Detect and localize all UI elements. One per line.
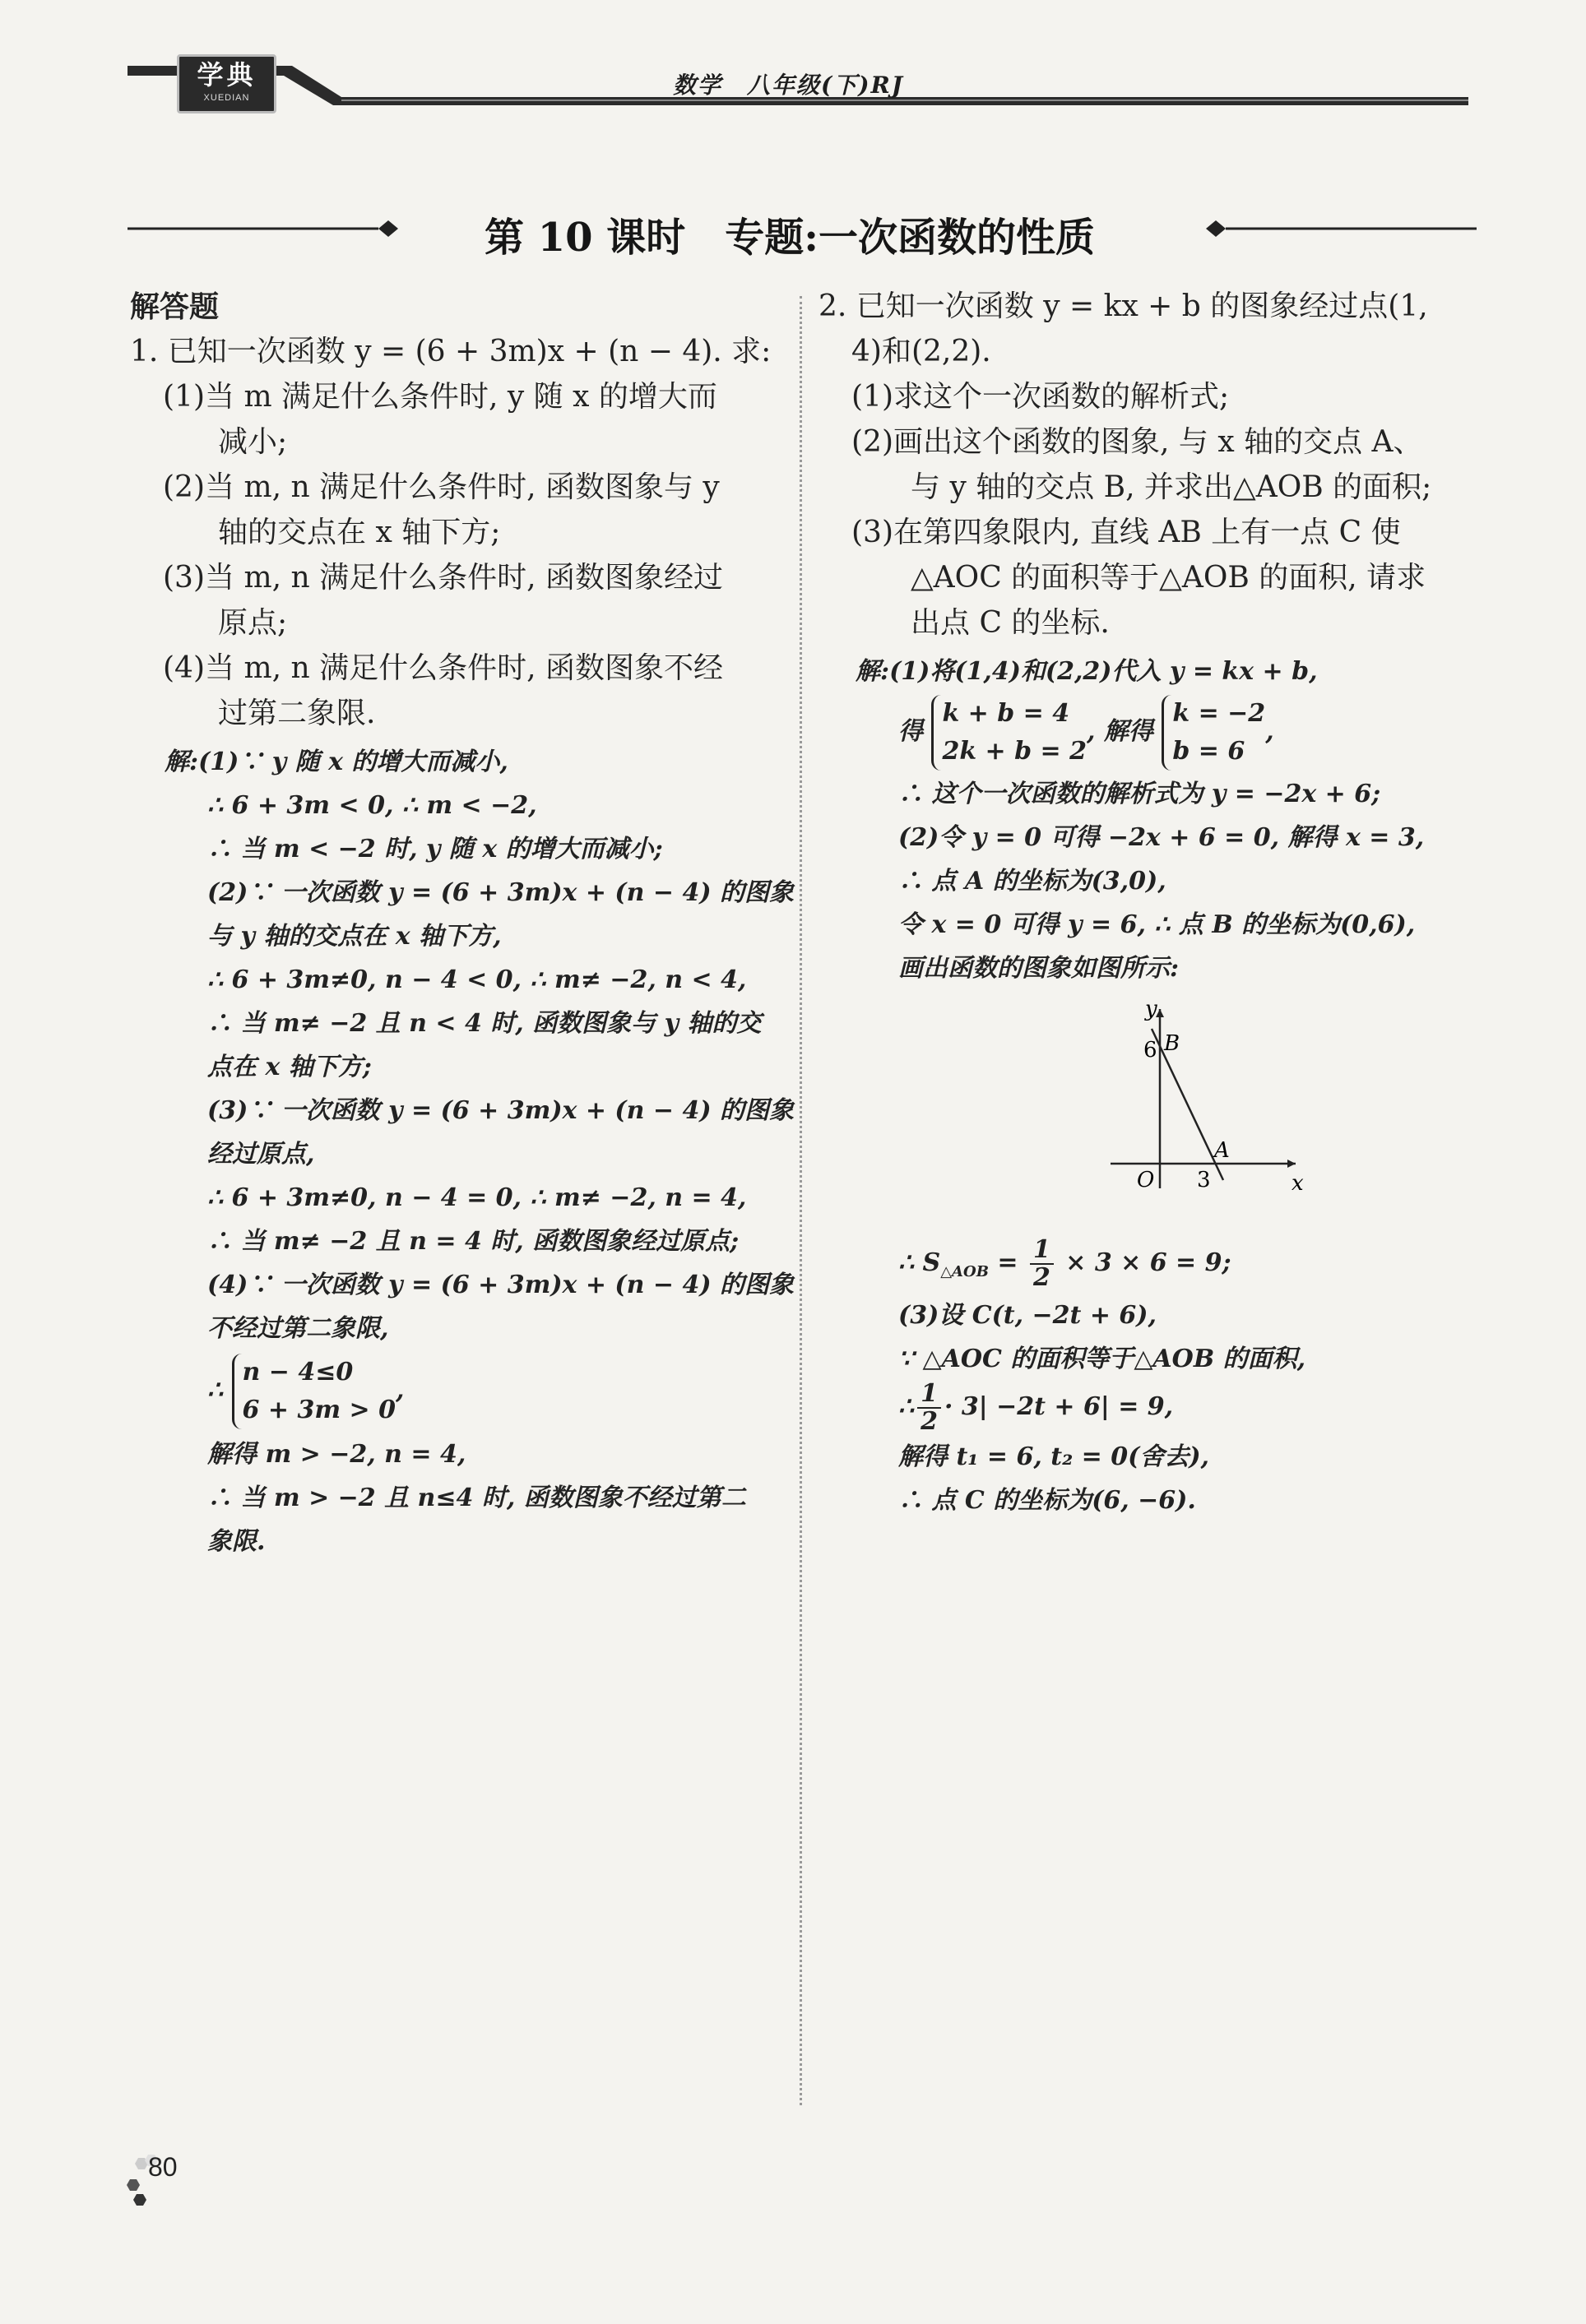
q1-sol-line: 解得 m > −2, n = 4, bbox=[207, 1440, 466, 1469]
eq-prefix: ∴ bbox=[898, 1392, 915, 1421]
point-b-label: B bbox=[1164, 1031, 1180, 1056]
q2-stem-cont: 4)和(2,2). bbox=[851, 335, 991, 368]
q1-sol-line: ∴ 6 + 3m≠0, n − 4 < 0, ∴ m≠ −2, n < 4, bbox=[207, 965, 747, 994]
x-axis-arrow bbox=[1287, 1160, 1296, 1168]
brace-group bbox=[1162, 695, 1265, 771]
q2-sol-line: 解:(1)将(1,4)和(2,2)代入 y = kx + b, bbox=[856, 657, 1318, 686]
q1-part2-cont: 轴的交点在 x 轴下方; bbox=[218, 516, 501, 549]
sys-suffix: , bbox=[1265, 717, 1274, 746]
x-axis-label: x bbox=[1292, 1171, 1304, 1196]
frac-num: 1 bbox=[1030, 1237, 1054, 1265]
solution-k: k = −2 bbox=[1172, 699, 1266, 728]
function-graph bbox=[1094, 999, 1308, 1197]
brace-group bbox=[931, 695, 1087, 771]
q1-inequality-system bbox=[165, 1354, 790, 1429]
equation-2: 2k + b = 2 bbox=[942, 737, 1087, 766]
q1-part4-cont: 过第二象限. bbox=[218, 697, 376, 730]
q2-area-line bbox=[856, 1237, 1481, 1294]
q1-sol-line: (3)∵ 一次函数 y = (6 + 3m)x + (n − 4) 的图象 bbox=[207, 1096, 794, 1125]
tick-six: 6 bbox=[1143, 1038, 1157, 1062]
left-column bbox=[130, 284, 788, 736]
q1-sol-line: ∴ 当 m≠ −2 且 n < 4 时, 函数图象与 y 轴的交 bbox=[207, 1009, 762, 1038]
q1-part1: (1)当 m 满足什么条件时, y 随 x 的增大而 bbox=[163, 380, 717, 414]
q2-sol-line: ∴ 点 C 的坐标为(6, −6). bbox=[898, 1486, 1196, 1515]
eq-rest: · 3| −2t + 6| = 9, bbox=[944, 1392, 1174, 1421]
brace-suffix: , bbox=[395, 1376, 405, 1405]
q1-part3: (3)当 m, n 满足什么条件时, 函数图象经过 bbox=[163, 561, 723, 595]
q2-part2: (2)画出这个函数的图象, 与 x 轴的交点 A、 bbox=[851, 425, 1423, 459]
area-prefix: ∴ S bbox=[898, 1248, 941, 1277]
q2-part3-cont2: 出点 C 的坐标. bbox=[911, 606, 1110, 640]
q2-equation-system bbox=[856, 695, 1481, 771]
q2-part3: (3)在第四象限内, 直线 AB 上有一点 C 使 bbox=[851, 516, 1401, 549]
q2-sol-line: ∴ 这个一次函数的解析式为 y = −2x + 6; bbox=[898, 780, 1381, 808]
q1-part4: (4)当 m, n 满足什么条件时, 函数图象不经 bbox=[163, 651, 723, 685]
origin-label: O bbox=[1137, 1168, 1155, 1192]
publisher-logo bbox=[177, 54, 276, 113]
q2-sol-line: 令 x = 0 可得 y = 6, ∴ 点 B 的坐标为(0,6), bbox=[898, 910, 1416, 939]
q1-solution bbox=[165, 740, 794, 1563]
lesson-title: 第 10 课时 专题:一次函数的性质 bbox=[485, 215, 1095, 261]
q1-sol-line: 象限. bbox=[207, 1527, 266, 1556]
subject-grade: 数学 八年级(下)RJ bbox=[673, 72, 905, 99]
q2-part3-cont: △AOC 的面积等于△AOB 的面积, 请求 bbox=[911, 561, 1426, 595]
y-axis-label: y bbox=[1145, 999, 1157, 1021]
point-a-label: A bbox=[1214, 1138, 1230, 1163]
q2-sol-line: 画出函数的图象如图所示: bbox=[898, 954, 1180, 983]
page-number: 80 bbox=[148, 2152, 178, 2182]
q1-sol-line: (4)∵ 一次函数 y = (6 + 3m)x + (n − 4) 的图象 bbox=[207, 1271, 794, 1299]
q1-part3-cont: 原点; bbox=[218, 606, 288, 640]
q1-sol-line: 点在 x 轴下方; bbox=[207, 1053, 372, 1081]
solution-b: b = 6 bbox=[1172, 737, 1245, 766]
sys-mid: , 解得 bbox=[1087, 717, 1153, 746]
inequality-2: 6 + 3m > 0 bbox=[242, 1396, 396, 1424]
logo-sub-text: XUEDIAN bbox=[203, 93, 250, 103]
area-rest: × 3 × 6 = 9; bbox=[1056, 1248, 1231, 1277]
fraction-half bbox=[917, 1381, 941, 1435]
q2-sol-line: ∴ 点 A 的坐标为(3,0), bbox=[898, 867, 1166, 896]
inequality-1: n − 4≤0 bbox=[242, 1358, 354, 1387]
q2-sol-line: (2)令 y = 0 可得 −2x + 6 = 0, 解得 x = 3, bbox=[898, 823, 1425, 852]
q2-stem: 2. 已知一次函数 y = kx + b 的图象经过点(1, bbox=[819, 289, 1428, 323]
q1-part1-cont: 减小; bbox=[218, 425, 288, 459]
title-rule-left bbox=[128, 219, 399, 238]
q2-eq-line bbox=[856, 1381, 1481, 1435]
title-rule-right bbox=[1205, 219, 1477, 238]
q2-part2-cont: 与 y 轴的交点 B, 并求出△AOB 的面积; bbox=[911, 470, 1432, 504]
q2-sol-line: (3)设 C(t, −2t + 6), bbox=[898, 1301, 1157, 1330]
q1-sol-line: 经过原点, bbox=[207, 1140, 315, 1169]
q1-sol-line: 与 y 轴的交点在 x 轴下方, bbox=[207, 922, 502, 951]
column-divider bbox=[800, 296, 802, 2105]
q2-part1: (1)求这个一次函数的解析式; bbox=[851, 380, 1230, 414]
frac-den: 2 bbox=[921, 1407, 938, 1436]
q1-sol-line: ∴ 当 m > −2 且 n≤4 时, 函数图象不经过第二 bbox=[207, 1484, 746, 1512]
function-line bbox=[1152, 1029, 1223, 1180]
q1-sol-line: ∴ 6 + 3m < 0, ∴ m < −2, bbox=[207, 791, 537, 820]
area-eq: = bbox=[988, 1248, 1027, 1277]
q1-sol-line: ∴ 当 m≠ −2 且 n = 4 时, 函数图象经过原点; bbox=[207, 1227, 740, 1256]
tick-three: 3 bbox=[1197, 1168, 1211, 1192]
q2-sol-line: 解得 t₁ = 6, t₂ = 0(舍去), bbox=[898, 1442, 1209, 1471]
q2-sol-line: ∵ △AOC 的面积等于△AOB 的面积, bbox=[898, 1345, 1306, 1373]
frac-den: 2 bbox=[1032, 1263, 1050, 1292]
q1-stem: 1. 已知一次函数 y = (6 + 3m)x + (n − 4). 求: bbox=[130, 335, 772, 368]
section-heading: 解答题 bbox=[130, 289, 220, 323]
q1-sol-line: 解:(1)∵ y 随 x 的增大而减小, bbox=[165, 748, 508, 776]
frac-num: 1 bbox=[917, 1381, 941, 1409]
q1-sol-line: ∴ 6 + 3m≠0, n − 4 = 0, ∴ m≠ −2, n = 4, bbox=[207, 1183, 747, 1212]
graph-svg bbox=[1094, 999, 1308, 1197]
brace-group bbox=[232, 1354, 396, 1429]
area-subscript: △AOB bbox=[940, 1263, 989, 1280]
sys-prefix: 得 bbox=[898, 717, 923, 746]
logo-main-text: 学典 bbox=[197, 59, 257, 90]
fraction-half bbox=[1030, 1237, 1054, 1291]
q1-sol-line: ∴ 当 m < −2 时, y 随 x 的增大而减小; bbox=[207, 835, 663, 863]
q1-sol-line: (2)∵ 一次函数 y = (6 + 3m)x + (n − 4) 的图象 bbox=[207, 878, 794, 907]
therefore-symbol: ∴ bbox=[207, 1376, 224, 1405]
q1-sol-line: 不经过第二象限, bbox=[207, 1314, 389, 1343]
right-column bbox=[819, 284, 1477, 646]
q1-part2: (2)当 m, n 满足什么条件时, 函数图象与 y bbox=[163, 470, 720, 504]
equation-1: k + b = 4 bbox=[942, 699, 1070, 728]
